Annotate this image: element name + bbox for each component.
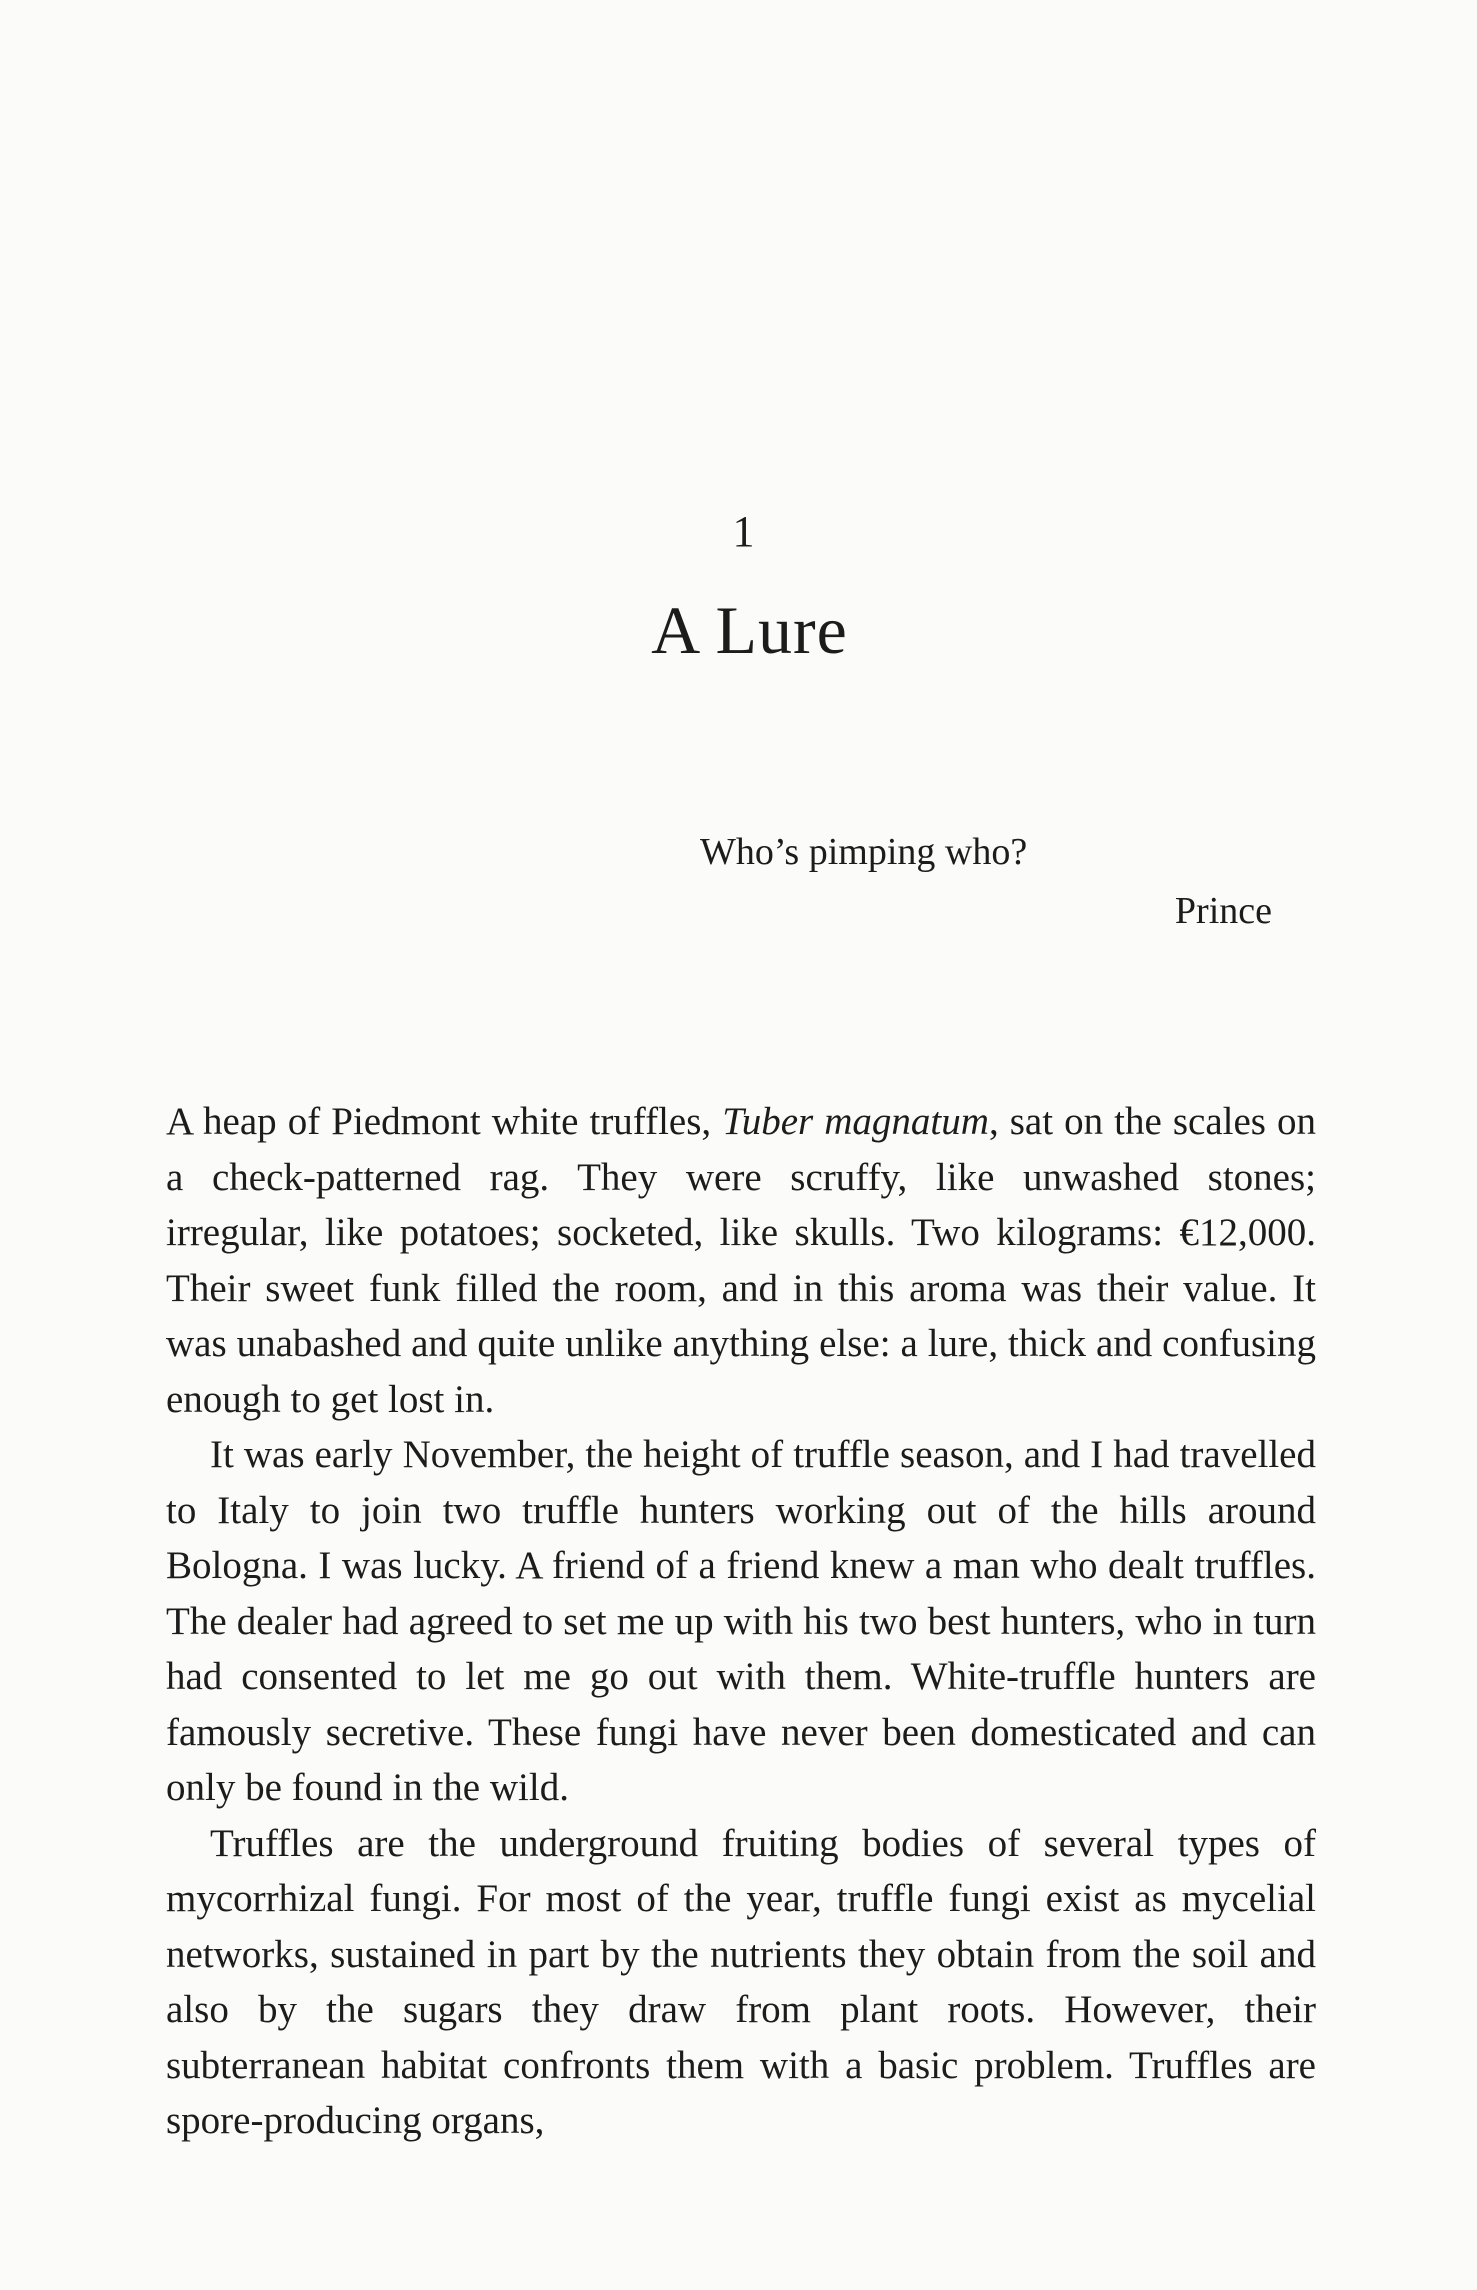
epigraph-quote: Who’s pimping who? [700, 831, 1028, 873]
paragraph-1-start: A heap of Piedmont white truffles, [166, 1100, 723, 1143]
epigraph-source: Prince [1174, 890, 1272, 932]
chapter-number: 1 [732, 507, 755, 556]
species-name: Tuber magnatum [722, 1100, 989, 1143]
paragraph-1-rest: , sat on the scales on a check-patterned rag. They were scruffy, like unwashed stones; irregular, like potatoes; socketed, like skulls. Two kilograms: €12,000. Their sweet funk filled the room, and in this aroma was their value. It was unabashed and quite unlike anything else: a lure, thick and confusing enough to get lost in. [166, 1100, 1316, 1421]
paragraph-1 [166, 1094, 1316, 1427]
paragraph-3: Truffles are the underground fruiting bodies of several types of mycorrhizal fungi. For most of the year, truffle fungi exist as mycelial networks, sustained in part by the nutrients they obtain from the soil and also by the sugars they draw from plant roots. However, their subterranean habitat confronts them with a basic problem. Truffles are spore-producing organs, [166, 1821, 1316, 2142]
chapter-title: A Lure [651, 592, 848, 668]
paragraph-2: It was early November, the height of truffle season, and I had travelled to Italy to join two truffle hunters working out of the hills around Bologna. I was lucky. A friend of a friend knew a man who dealt truffles. The dealer had agreed to set me up with his two best hunters, who in turn had consented to let me go out with them. White-truffle hunters are famously secretive. These fungi have never been domesticated and can only be found in the wild. [166, 1433, 1316, 1809]
body-text [166, 1094, 1316, 2149]
